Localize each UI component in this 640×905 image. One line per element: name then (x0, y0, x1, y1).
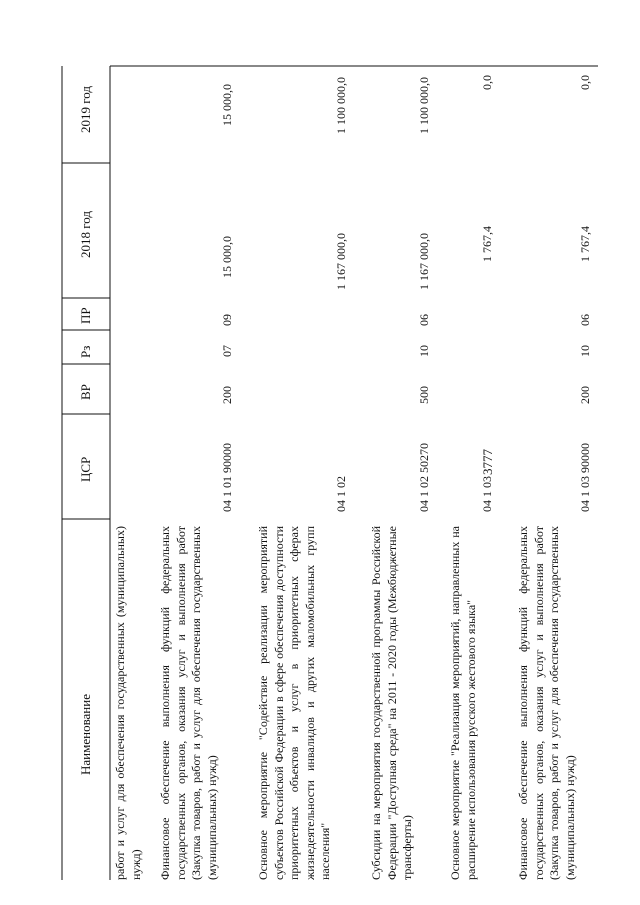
row-5-rz: 10 (578, 345, 592, 357)
header-pr: ПР (78, 307, 93, 324)
row-5-pr: 06 (578, 314, 592, 326)
row-3-pr: 06 (417, 314, 431, 326)
row-2-name: Основное мероприятие "Содействие реализации мероприятий субъектов Российской Федерации в сфере обеспечения доступности приоритетных объектов и услуг в приоритетных сферах жизнедеятельности инвалидов и других маломобильных групп населения" (256, 526, 332, 880)
row-1-2018: 15 000,0 (220, 236, 234, 278)
row-4-name: Основное мероприятие "Реализация мероприятий, направленных на расширение использования русского жестового языка" (448, 526, 478, 880)
page-number: 3777 (480, 449, 495, 475)
row-1-csr: 04 1 01 90000 (220, 443, 234, 512)
row-4-csr: 04 1 03 (480, 476, 494, 512)
header-csr: ЦСР (78, 456, 93, 482)
row-5-name: Финансовое обеспечение выполнения функций федеральных государственных органов, оказания услуг и выполнения работ (Закупка товаров, работ и услуг для обеспечения государственных (муниципальных) нужд) (516, 526, 577, 880)
header-rz: Рз (78, 345, 93, 358)
row-2-csr: 04 1 02 (334, 476, 348, 512)
row-5-csr: 04 1 03 90000 (578, 443, 592, 512)
header-name: Наименование (78, 694, 93, 775)
row-3-2018: 1 167 000,0 (417, 233, 431, 290)
row-3-2019: 1 100 000,0 (417, 77, 431, 134)
row-1-name: Финансовое обеспечение выполнения функций федеральных государственных органов, оказания услуг и выполнения работ (Закупка товаров, работ и услуг для обеспечения государственных (муниципальных) нужд) (158, 526, 219, 880)
row-5-2019: 0,0 (578, 75, 592, 90)
row-3-vr: 500 (417, 386, 431, 404)
row-5-2018: 1 767,4 (578, 226, 592, 262)
row-4-2018: 1 767,4 (480, 226, 494, 262)
header-vr: ВР (78, 384, 93, 400)
row-2-2018: 1 167 000,0 (334, 233, 348, 290)
row-1-pr: 09 (220, 314, 234, 326)
row-3-csr: 04 1 02 50270 (417, 443, 431, 512)
row-1-2019: 15 000,0 (220, 84, 234, 126)
header-2018: 2018 год (78, 211, 93, 258)
row-2-2019: 1 100 000,0 (334, 77, 348, 134)
row-5-vr: 200 (578, 386, 592, 404)
row-4-2019: 0,0 (480, 75, 494, 90)
row-0-name: работ и услуг для обеспечения государственных (муниципальных) нужд) (113, 526, 143, 880)
row-1-rz: 07 (220, 345, 234, 357)
row-3-rz: 10 (417, 345, 431, 357)
header-2019: 2019 год (78, 86, 93, 133)
row-3-name: Субсидии на мероприятия государственной программы Российской Федерации "Доступная среда" на 2011 - 2020 годы (Межбюджетные трансферты) (369, 526, 414, 880)
row-1-vr: 200 (220, 386, 234, 404)
